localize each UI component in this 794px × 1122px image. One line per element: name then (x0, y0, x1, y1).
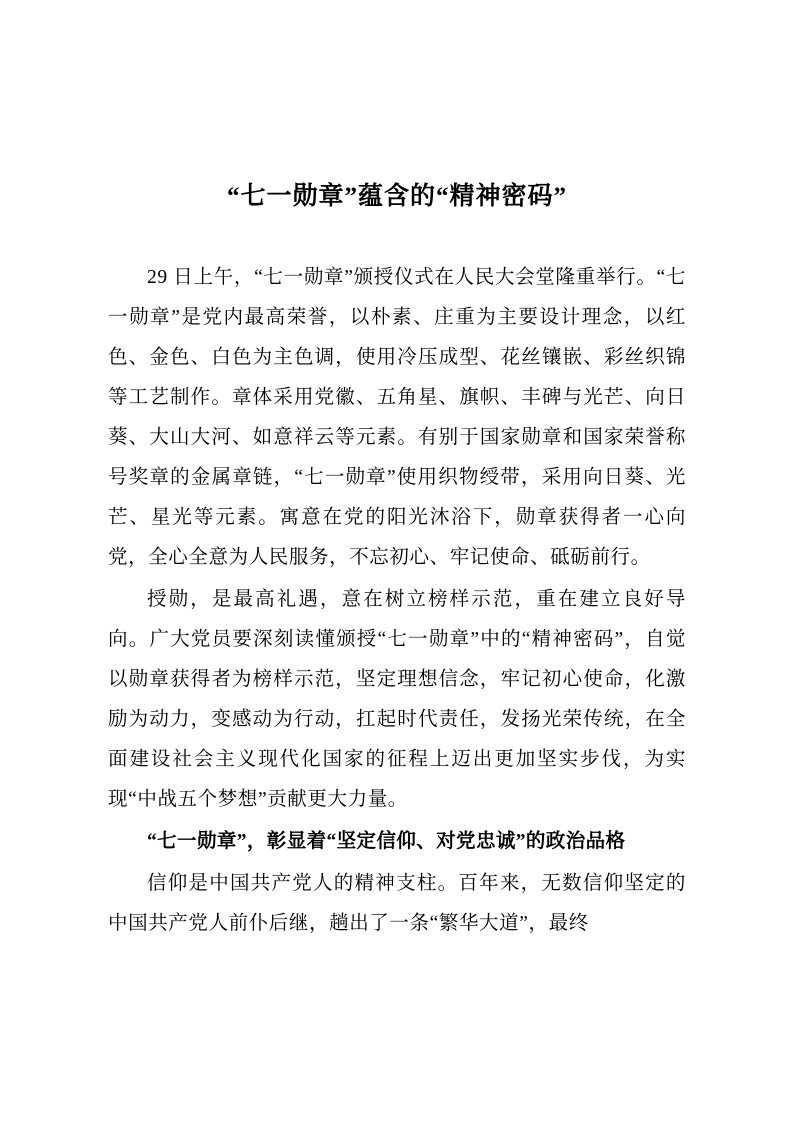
page-title: “七一勋章”蕴含的“精神密码” (226, 183, 567, 210)
paragraph-1: 29 日上午，“七一勋章”颁授仪式在人民大会堂隆重举行。“七一勋章”是党内最高荣誉，以朴素、庄重为主要设计理念，以红色、金色、白色为主色调，使用冷压成型、花丝镶嵌、彩丝织锦等工艺制作。章体采用党徽、五角星、旗帜、丰碑与光芒、向日葵、大山大河、如意祥云等元素。有别于国家勋章和国家荣誉称号奖章的金属章链，“七一勋章”使用织物绶带，采用向日葵、光芒、星光等元素。寓意在党的阳光沐浴下，勋章获得者一心向党，全心全意为人民服务，不忘初心、牢记使命、砥砺前行。 (108, 266, 686, 568)
section-subheading-1: “七一勋章”，彰显着“坚定信仰、对党忠诚”的政治品格 (147, 830, 626, 852)
paragraph-3: 信仰是中国共产党人的精神支柱。百年来，无数信仰坚定的中国共产党人前仆后继，趟出了一条“繁华大道”，最终 (108, 872, 686, 934)
paragraph-2: 授勋，是最高礼遇，意在树立榜样示范，重在建立良好导向。广大党员要深刻读懂颁授“七一勋章”中的“精神密码”，自觉以勋章获得者为榜样示范，坚定理想信念，牢记初心使命，化激励为动力，变感动为行动，扛起时代责任，发扬光荣传统，在全面建设社会主义现代化国家的征程上迈出更加坚实步伐，为实现“中战五个梦想”贡献更大力量。 (108, 588, 686, 810)
